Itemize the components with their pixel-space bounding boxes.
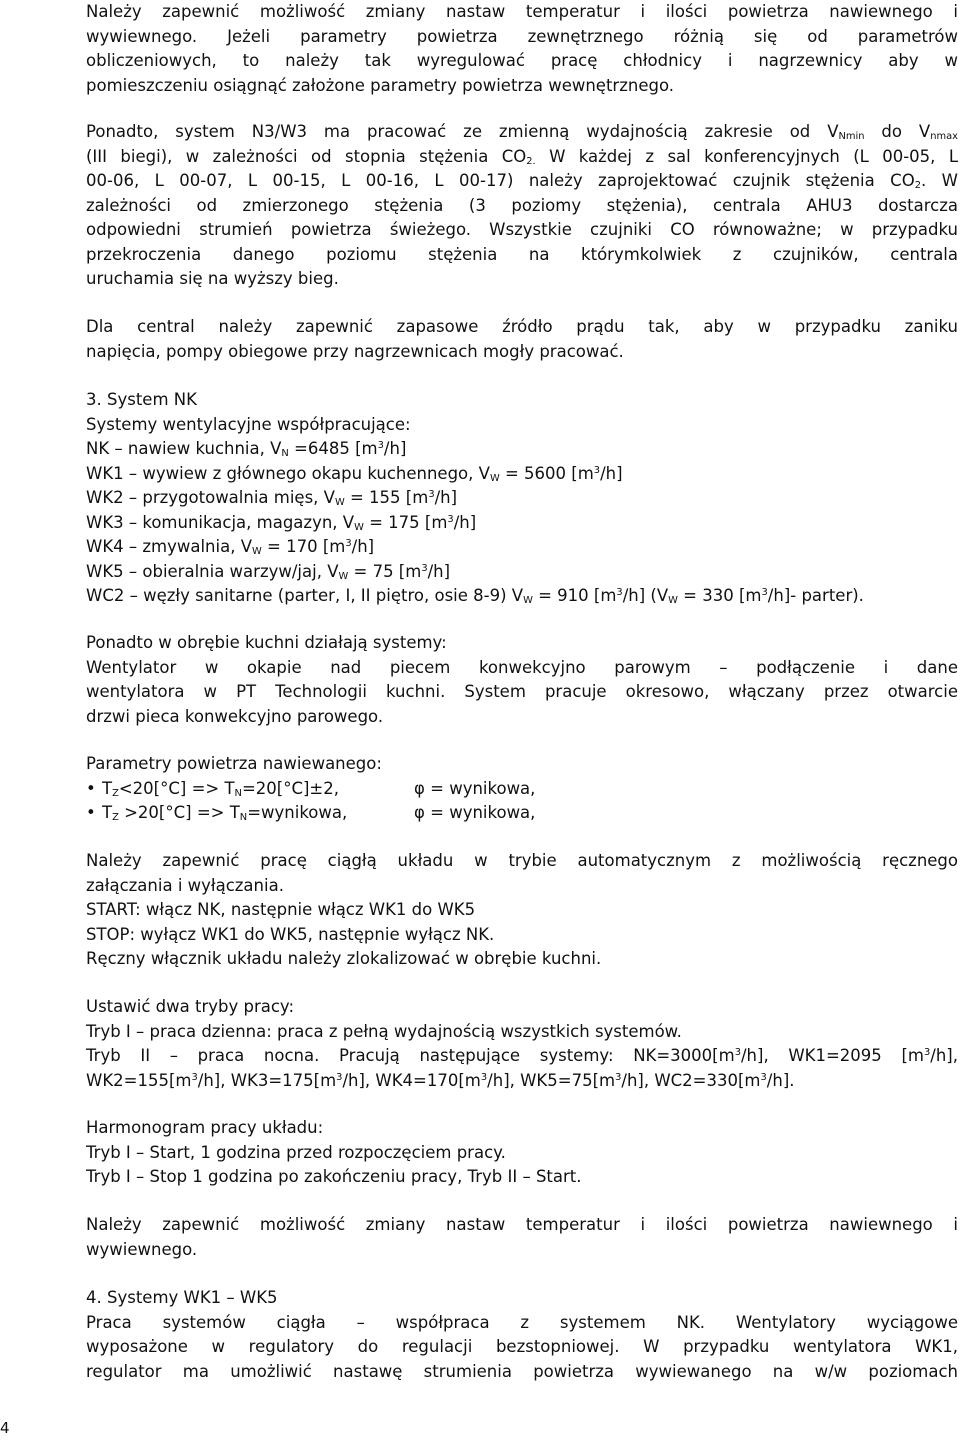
text-line: pomieszczeniu osiągnąć założone parametry powietrza wewnętrznego. [86, 75, 675, 95]
paragraph-backup-power [86, 315, 958, 364]
text-line: odpowiedni strumień powietrza świeżego. Wszystkie czujniki CO równoważne; w przypadku [86, 220, 958, 239]
supply-air-parameters [86, 752, 958, 826]
bullet-item: • $T_Z >20[^\circ C]$ => $T_N=wynikowa$, φ = wynikowa, [86, 801, 958, 826]
text-line: wyposażone w regulatory do regulacji bezstopniowej. W przypadku wentylatora WK1, [86, 1337, 958, 1356]
system-wk1-row: WK1 – wywiew z głównego okapu kuchennego, $V_W = 5600$ $[m^3/h]$ [86, 463, 623, 484]
system-wk5-row: WK5 – obieralnia warzyw/jaj, $V_W = 75$ $[m^3/h]$ [86, 561, 451, 582]
system-wk4-row: WK4 – zmywalnia, $V_W = 170$ $[m^3/h]$ [86, 537, 375, 557]
paragraph-n3w3-system [86, 120, 958, 292]
humidity-value: φ = wynikowa, [414, 778, 536, 798]
bullet-item: • $T_Z<20[^\circ C] => T_N=20[^\circ C]\pm 2$, φ = wynikowa, [86, 777, 958, 802]
text-line: zależności od zmierzonego stężenia (3 poziomy stężenia), centrala AHU3 dostarcza [86, 195, 958, 215]
params-heading: Parametry powietrza nawiewanego: [86, 754, 382, 773]
work-schedule [86, 1116, 958, 1190]
text-line: drzwi pieca konwekcyjno parowego. [86, 706, 384, 726]
system-wk2-row: WK2 – przygotowalnia mięs, $V_W = 155$ $[m^3/h]$ [86, 488, 458, 508]
modes-heading: Ustawić dwa tryby pracy: [86, 997, 295, 1016]
text-line: Należy zapewnić pracę ciągłą układu w trybie automatycznym z możliwością ręcznego [86, 851, 958, 870]
section-heading: 3. System NK [86, 390, 197, 409]
text-line: (III biegi), w zależności od stopnia stężenia $CO_{2.}$ W każdej z sal konferencyjnych (L 00-05, L [86, 146, 959, 167]
text-line: Wentylator w okapie nad piecem konwekcyjno parowym – podłączenie i dane [86, 657, 958, 677]
text-line: obliczeniowych, to należy tak wyregulować pracę chłodnicy i nagrzewnicy aby w [86, 51, 958, 70]
text-line: wentylatora w PT Technologii kuchni. System pracuje okresowo, włączany przez otwarcie [86, 682, 958, 701]
system-wk3-row: WK3 – komunikacja, magazyn, $V_W = 175$ $[m^3/h]$ [86, 512, 477, 533]
operating-modes [86, 995, 958, 1093]
paragraph-settings-change [86, 0, 958, 98]
text-line: Tryb I – Stop 1 godzina po zakończeniu pracy, Tryb II – Start. [86, 1167, 582, 1186]
text-line: Tryb I – Start, 1 godzina przed rozpoczęciem pracy. [86, 1142, 506, 1162]
system-nk-row: NK – nawiew kuchnia, $V_N =6485$ $[m^3/h]$ [86, 439, 407, 459]
text-line: Systemy wentylacyjne współpracujące: [86, 414, 411, 434]
text-line: Dla central należy zapewnić zapasowe źródło prądu tak, aby w przypadku zaniku [86, 317, 958, 336]
text-line: START: włącz NK, następnie włącz WK1 do WK5 [86, 900, 476, 919]
section-heading: 4. Systemy WK1 – WK5 [86, 1288, 278, 1307]
bullet-icon: • [86, 778, 96, 798]
text-line: 00-06, L 00-07, L 00-15, L 00-16, L 00-17) należy zaprojektować czujnik stężenia $CO_2$. W [86, 171, 958, 191]
paragraph-settings-change-repeat [86, 1213, 958, 1262]
text-line: przekroczenia danego poziomu stężenia na którymkolwiek z czujników, centrala [86, 244, 958, 264]
text-line: załączania i wyłączania. [86, 875, 284, 895]
text-line: uruchamia się na wyższy bieg. [86, 269, 339, 288]
text-line: Należy zapewnić możliwość zmiany nastaw temperatur i ilości powietrza nawiewnego i [86, 2, 958, 21]
humidity-value: φ = wynikowa, [414, 803, 536, 822]
bullet-icon: • [86, 803, 96, 822]
text-line: Należy zapewnić możliwość zmiany nastaw temperatur i ilości powietrza nawiewnego i [86, 1215, 958, 1234]
section-3-system-nk [86, 388, 958, 609]
schedule-heading: Harmonogram pracy układu: [86, 1118, 324, 1137]
text-line: Tryb II – praca nocna. Pracują następujące systemy: $NK=3000[m^3/h]$, WK1=2095 $[m^3/h]$, [86, 1046, 958, 1065]
text-line: wywiewnego. [86, 1239, 198, 1259]
paragraph-kitchen-systems [86, 631, 958, 729]
text-line: Praca systemów ciągła – współpraca z systemem NK. Wentylatory wyciągowe [86, 1312, 958, 1332]
text-line: Ręczny włącznik układu należy zlokalizować w obrębie kuchni. [86, 949, 602, 968]
text-line: $WK2=155[m^3/h]$, $WK3=175[m^3/h]$, $WK4=170[m^3/h]$, $WK5=75[m^3/h]$, $WC2=330[m^3/h]$. [86, 1070, 795, 1090]
text-line: Ponadto, system N3/W3 ma pracować ze zmienną wydajnością zakresie od $V_{Nmin}$ do $V_{nmax}$ [86, 122, 958, 142]
text-line: napięcia, pompy obiegowe przy nagrzewnicach mogły pracować. [86, 341, 624, 361]
text-line: Tryb I – praca dzienna: praca z pełną wydajnością wszystkich systemów. [86, 1021, 682, 1041]
section-4-systems-wk [86, 1286, 958, 1384]
text-line: wywiewnego. Jeżeli parametry powietrza zewnętrznego różnią się od parametrów [86, 26, 958, 46]
text-line: Ponadto w obrębie kuchni działają systemy: [86, 633, 447, 652]
page-number: 4 [0, 1419, 10, 1437]
text-line: STOP: wyłącz WK1 do WK5, następnie wyłącz NK. [86, 924, 495, 944]
system-wc2-row: WC2 – węzły sanitarne (parter, I, II piętro, osie 8-9) $V_W = 910$ $[m^3/h] (V_W = 330$ $[m^3/h]-$ parter). [86, 586, 864, 606]
text-line: regulator ma umożliwić nastawę strumienia powietrza wywiewanego na w/w poziomach [86, 1361, 958, 1381]
paragraph-operation [86, 849, 958, 972]
